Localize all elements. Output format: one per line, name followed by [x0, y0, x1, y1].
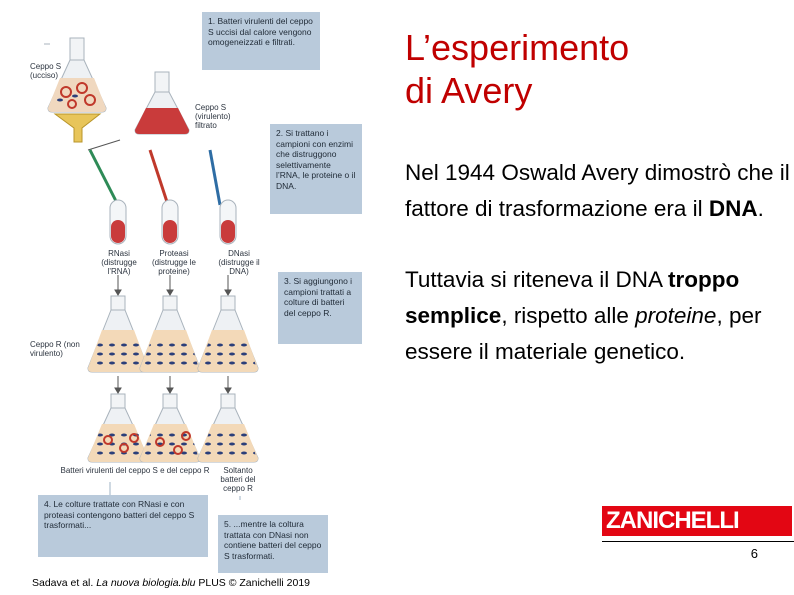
- page-number: 6: [750, 546, 758, 561]
- experiment-illustration: [0, 0, 400, 500]
- flasks-row-ceppo-r: [88, 296, 258, 372]
- step3-box: 3. Si aggiungono i campioni trattati a colture di batteri del ceppo R.: [278, 272, 362, 344]
- tube-rnasi: [110, 200, 126, 244]
- slide-body: [405, 155, 790, 369]
- flask-ceppo-s-filtrato: [135, 72, 189, 134]
- troppo-semplice-bold: troppo semplice: [405, 267, 740, 328]
- label-ceppo-s-ucciso: Ceppo S (ucciso): [30, 62, 62, 80]
- step1-box: 1. Batteri virulenti del ceppo S uccisi dal calore vengono omogeneizzati e filtrati.: [202, 12, 320, 70]
- step2-box: 2. Si trattano i campioni con enzimi che distruggono selettivamente l’RNA, le proteine o il DNA.: [270, 124, 362, 214]
- tube-proteasi: [162, 200, 178, 244]
- proteine-italic: proteine: [635, 302, 717, 328]
- footer-divider: [602, 541, 794, 542]
- paragraph-avery-dna: Nel 1944 Oswald Avery dimostrò che il fattore di trasformazione era il DNA.: [405, 160, 790, 221]
- title-line-1: L’esperimento: [405, 27, 630, 68]
- label-ceppo-s-virulento: Ceppo S (virulento) filtrato: [195, 103, 231, 130]
- label-proteasi: Proteasi (distrugge le proteine): [151, 249, 197, 276]
- image-credit: Sadava et al. La nuova biologia.blu PLUS © Zanichelli 2019: [32, 577, 311, 589]
- label-rnasi: RNasi (distrugge l’RNA): [101, 249, 137, 276]
- paragraph-dna-semplice: Tuttavia si riteneva il DNA troppo semplice, rispetto alle proteine, per essere il materiale genetico.: [405, 267, 762, 364]
- title-line-2: di Avery: [405, 70, 533, 111]
- step5-box: 5. ...mentre la coltura trattata con DNasi non contiene batteri del ceppo S trasformati.: [218, 515, 328, 573]
- label-dnasi: DNasi (distrugge il DNA): [218, 249, 260, 276]
- step4-box: 4. Le colture trattate con RNasi e con proteasi contengono batteri del ceppo S trasformati...: [38, 495, 208, 557]
- flasks-row-results: [88, 394, 258, 462]
- tube-dnasi: [220, 200, 236, 244]
- flask-ceppo-s-ucciso: [48, 38, 106, 112]
- zanichelli-logo: ZANICHELLI: [602, 506, 792, 536]
- label-ceppo-r: Ceppo R (non virulento): [30, 340, 80, 358]
- label-batteri-virulenti: Batteri virulenti del ceppo S e del ceppo R: [60, 466, 210, 475]
- dna-bold: DNA: [708, 195, 758, 221]
- slide-title: [405, 26, 785, 112]
- label-soltanto-ceppo-r: Soltanto batteri del ceppo R: [220, 466, 256, 493]
